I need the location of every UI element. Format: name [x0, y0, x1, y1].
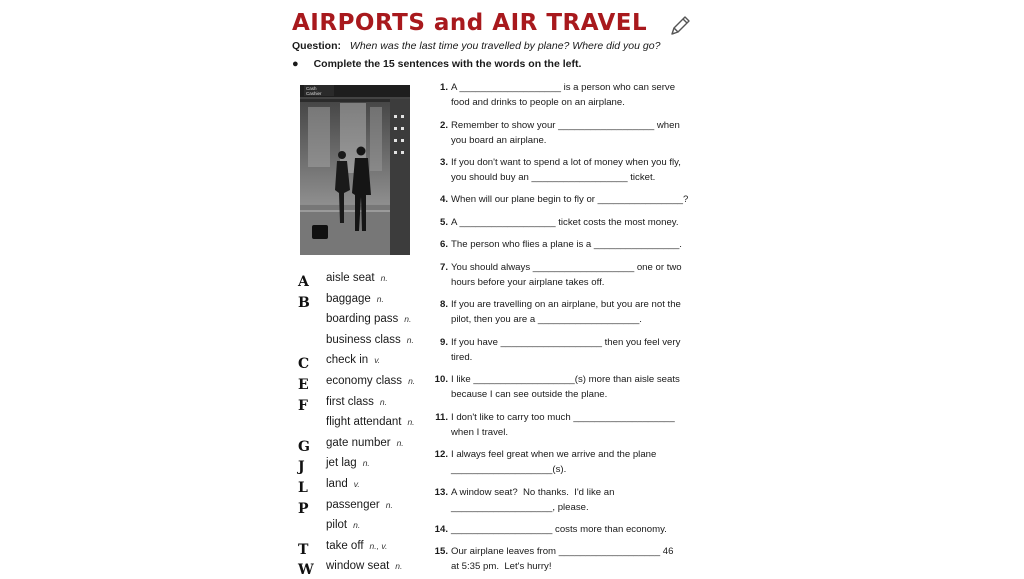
vocab-word: [326, 540, 387, 552]
vocab-word-text: check in: [326, 354, 369, 367]
sentence-text: I don't like to carry too much ___________________ when I travel.: [451, 412, 675, 438]
vocab-word: [326, 499, 393, 511]
vocabulary-list: [298, 270, 428, 579]
vocab-letter: W: [298, 562, 314, 579]
vocab-letter: T: [298, 541, 309, 558]
vocab-part-of-speech: v.: [353, 478, 360, 489]
vocab-word-text: first class: [326, 395, 374, 408]
pencil-icon: [668, 14, 692, 38]
vocab-word: [326, 293, 384, 305]
vocab-item: [298, 476, 428, 497]
vocab-part-of-speech: n.: [404, 314, 412, 325]
vocab-word-text: jet lag: [326, 457, 357, 470]
vocab-letter: P: [298, 500, 309, 517]
vocab-item: [298, 414, 428, 435]
sentence-number: 4.: [439, 194, 448, 205]
sentence-number: 8.: [439, 299, 448, 310]
instruction: [292, 58, 581, 70]
vocab-word-text: economy class: [326, 374, 403, 387]
vocab-item: [298, 270, 428, 291]
sign-text-cash: Cash: [306, 86, 317, 91]
vocab-item: [298, 352, 428, 373]
vocab-item: [298, 291, 428, 312]
vocab-part-of-speech: n.: [362, 458, 370, 469]
question-label: Question:: [292, 40, 341, 52]
vocab-part-of-speech: n., v.: [369, 540, 388, 551]
vocab-item: [298, 517, 428, 538]
vocab-item: [298, 455, 428, 476]
sentence-text: The person who flies a plane is a ________________.: [451, 239, 682, 250]
vocab-letter: G: [298, 438, 310, 455]
sign-text-cashier: Cashier: [306, 91, 322, 96]
sentence-text: A window seat? No thanks. I'd like an ___________________, please.: [451, 487, 615, 513]
vocab-item: [298, 332, 428, 353]
sentence-number: 7.: [439, 262, 448, 273]
sentence-number: 10.: [434, 374, 448, 385]
sentence-number: 14.: [434, 524, 448, 535]
vocab-word-text: window seat: [326, 560, 390, 573]
vocab-part-of-speech: n.: [353, 520, 361, 531]
vocab-word: [326, 457, 370, 469]
vocab-part-of-speech: n.: [385, 499, 393, 510]
airport-scene-illustration: [300, 85, 410, 255]
vocab-item: [298, 394, 428, 415]
vocab-part-of-speech: n.: [396, 437, 404, 448]
sentence-text: Remember to show your __________________ when you board an airplane.: [451, 120, 680, 146]
vocab-word-text: baggage: [326, 292, 371, 305]
vocab-word-text: gate number: [326, 436, 391, 449]
vocab-item: [298, 435, 428, 456]
worksheet-title: AIRPORTS and AIR TRAVEL: [292, 10, 648, 36]
vocab-part-of-speech: n.: [408, 375, 416, 386]
sentence-number: 15.: [434, 546, 448, 557]
sentence-number: 6.: [439, 239, 448, 250]
vocab-word: [326, 396, 387, 408]
vocab-word-text: aisle seat: [326, 272, 375, 284]
vocab-word-text: flight attendant: [326, 416, 402, 429]
sentence-text: I like ___________________(s) more than aisle seats because I can see outside the plane.: [451, 374, 680, 400]
vocab-word-text: boarding pass: [326, 313, 399, 326]
vocab-word-text: business class: [326, 333, 401, 346]
sentence-text: If you are travelling on an airplane, but you are not the pilot, then you are a ___________________.: [451, 299, 681, 325]
vocab-item: [298, 311, 428, 332]
sentence-number: 12.: [434, 449, 448, 460]
sentence-text: You should always ___________________ one or two hours before your airplane takes off.: [451, 262, 682, 288]
vocab-word: [326, 519, 360, 531]
sentence-text: If you have ___________________ then you feel very tired.: [451, 337, 681, 363]
bullet-icon: ●: [292, 58, 299, 70]
vocab-word: [326, 375, 415, 387]
vocab-word: [326, 272, 388, 284]
vocab-item: [298, 373, 428, 394]
sentence-text: If you don't want to spend a lot of money when you fly, you should buy an __________________ ticket.: [451, 157, 681, 183]
vocab-part-of-speech: n.: [395, 561, 403, 572]
vocab-letter: B: [298, 294, 310, 311]
vocab-part-of-speech: n.: [376, 293, 384, 304]
vocab-item: [298, 497, 428, 518]
sentence-number: 11.: [435, 412, 448, 423]
vocab-item: [298, 558, 428, 579]
sentence-number: 1.: [439, 82, 448, 93]
vocab-word-text: land: [326, 477, 348, 490]
vocab-part-of-speech: n.: [380, 273, 388, 283]
vocab-letter: L: [298, 479, 308, 496]
vocab-word: [326, 416, 415, 428]
sentence-text: Our airplane leaves from ___________________ 46 at 5:35 pm. Let's hurry!: [451, 546, 674, 572]
vocab-word: [326, 478, 360, 490]
vocab-word-text: passenger: [326, 498, 380, 511]
vocab-part-of-speech: n.: [406, 334, 414, 345]
vocab-word: [326, 334, 414, 346]
sentence-number: 9.: [439, 337, 448, 348]
vocab-item: [298, 538, 428, 559]
vocab-letter: A: [298, 274, 309, 290]
sentence-text: A ___________________ is a person who can serve food and drinks to people on an airplane.: [451, 82, 676, 108]
vocab-word: [326, 313, 411, 325]
vocab-word-text: take off: [326, 539, 364, 552]
vocab-word-text: pilot: [326, 519, 348, 532]
airport-photo: [300, 85, 410, 255]
sentence-number: 2.: [439, 120, 448, 131]
vocab-letter: F: [298, 397, 308, 414]
question-text: When was the last time you travelled by plane? Where did you go?: [349, 40, 661, 52]
instruction-text: Complete the 15 sentences with the words on the left.: [313, 58, 582, 70]
vocab-word: [326, 354, 380, 366]
sentence-text: ___________________ costs more than economy.: [451, 524, 667, 535]
vocab-letter: C: [298, 356, 310, 373]
vocab-letter: J: [298, 459, 305, 476]
vocab-part-of-speech: n.: [407, 417, 415, 428]
sentence-text: I always feel great when we arrive and the plane ___________________(s).: [451, 449, 657, 475]
vocab-letter: E: [298, 376, 309, 393]
sentence-number: 13.: [434, 487, 448, 498]
discussion-question: [292, 40, 660, 52]
vocab-part-of-speech: n.: [379, 396, 388, 407]
vocab-part-of-speech: v.: [374, 355, 381, 366]
vocab-word: [326, 437, 404, 449]
sentence-text: When will our plane begin to fly or ________________?: [451, 194, 689, 205]
vocab-word: [326, 560, 402, 572]
sentence-text: A __________________ ticket costs the most money.: [451, 217, 679, 228]
sentence-number: 3.: [439, 157, 448, 168]
sentence-number: 5.: [439, 217, 448, 228]
